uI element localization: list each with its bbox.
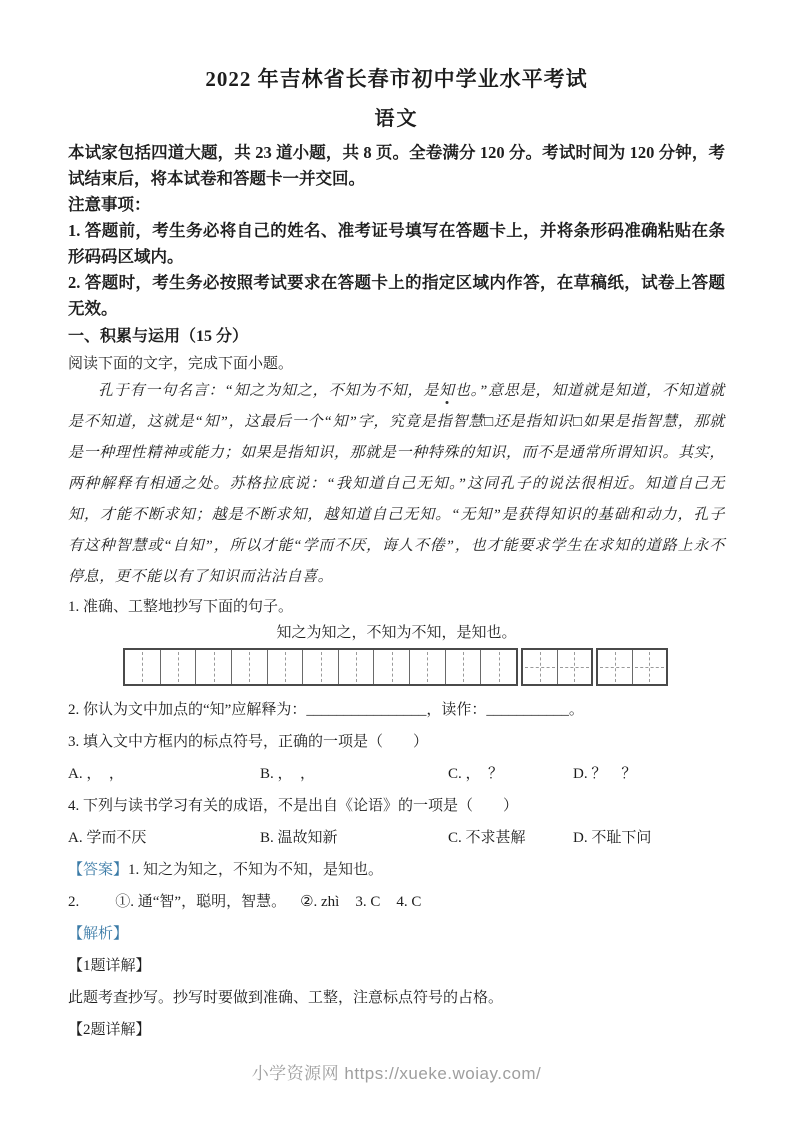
subject-title: 语文 bbox=[374, 108, 419, 130]
page-title: 2022 年吉林省长春市初中学业水平考试 bbox=[205, 67, 588, 91]
answer-3-result: 3. C bbox=[355, 894, 381, 910]
writing-grid-cross-block bbox=[596, 648, 668, 686]
question-3-options bbox=[68, 758, 725, 790]
section-1-heading: 一、积累与运用（15 分） bbox=[68, 328, 249, 345]
passage-lead: 阅读下面的文字，完成下面小题。 bbox=[68, 356, 294, 372]
grid-cell bbox=[195, 650, 231, 684]
grid-cell bbox=[557, 650, 592, 684]
question-3: 3. 填入文中方框内的标点符号，正确的一项是（ ） bbox=[68, 734, 429, 750]
grid-cell bbox=[267, 650, 303, 684]
answer-line-1 bbox=[68, 854, 725, 886]
question-2: 2. 你认为文中加点的“知”应解释为：________________，读作：___________。 bbox=[68, 702, 584, 718]
question-4-option-b: B. 温故知新 bbox=[260, 830, 338, 846]
notice-title: 注意事项： bbox=[68, 195, 151, 214]
answer-2-number: 2. bbox=[68, 894, 80, 910]
detail-1-text: 此题考查抄写。抄写时要做到准确、工整，注意标点符号的占格。 bbox=[68, 990, 504, 1006]
analysis-label: 【解析】 bbox=[68, 926, 129, 942]
answer-4-result: 4. C bbox=[396, 894, 422, 910]
writing-grid-plain-block bbox=[123, 648, 518, 686]
question-4-options bbox=[68, 822, 725, 854]
question-4-option-a: A. 学而不厌 bbox=[68, 830, 147, 846]
answer-2-part-2: ②. zhì bbox=[300, 894, 340, 910]
question-4: 4. 下列与读书学习有关的成语，不是出自《论语》的一项是（ ） bbox=[68, 798, 519, 814]
grid-cell bbox=[480, 650, 516, 684]
question-1: 1. 准确、工整地抄写下面的句子。 bbox=[68, 599, 294, 615]
reading-passage bbox=[68, 376, 725, 593]
answer-1-text: 1. 知之为知之，不知为不知，是知也。 bbox=[128, 862, 384, 878]
notice-item-2: 2. 答题时，考生务必按照考试要求在答题卡上的指定区域内作答，在草稿纸，试卷上答题无效。 bbox=[68, 273, 725, 318]
detail-1-title: 【1题详解】 bbox=[68, 958, 151, 974]
passage-text-after-emphasis: 也。”意思是，知道就是知道，不知道就是不知道，这就是“知”，这最后一个“知”字，究竟是指智慧□还是指知识□如果是指智慧，那就是一种理性精神或能力；如果是指知识，那就是一种特殊的知识，而不是通常所谓知识。其实，两种解释有相通之处。苏格拉底说：“我知道自己无知。”这同孔子的说法很相近。知道自己无知，才能不断求知；越是不断求知，越知道自己无知。“无知”是获得知识的基础和动力，孔子有这种智慧或“自知”，所以才能“学而不厌，诲人不倦”，也才能要求学生在求知的道路上永不停息，更不能以有了知识而沾沾自喜。 bbox=[68, 383, 725, 585]
question-4-option-d: D. 不耻下问 bbox=[573, 830, 652, 846]
emphasized-char: 知 bbox=[439, 383, 455, 399]
question-3-option-a: A. ， ， bbox=[68, 766, 124, 782]
writing-grid-cross-block bbox=[521, 648, 593, 686]
question-4-option-c: C. 不求甚解 bbox=[448, 830, 526, 846]
question-3-option-b: B. ， ， bbox=[260, 766, 316, 782]
notice-item-1: 1. 答题前，考生务必将自己的姓名、准考证号填写在答题卡上，并将条形码准确粘贴在条形码码区域内。 bbox=[68, 221, 725, 266]
grid-cell bbox=[523, 650, 557, 684]
copy-sentence: 知之为知之，不知为不知，是知也。 bbox=[276, 625, 517, 641]
question-3-option-d: D. ？ ？ bbox=[573, 766, 637, 782]
grid-cell bbox=[160, 650, 196, 684]
detail-2-title: 【2题详解】 bbox=[68, 1022, 151, 1038]
passage-text-before-emphasis: 孔于有一句名言：“知之为知之，不知为不知，是 bbox=[98, 383, 440, 399]
grid-cell bbox=[598, 650, 632, 684]
writing-grid bbox=[123, 648, 725, 686]
grid-cell bbox=[373, 650, 409, 684]
grid-cell bbox=[231, 650, 267, 684]
question-3-option-c: C. ， ？ bbox=[448, 766, 504, 782]
exam-info-paragraph: 本试家包括四道大题，共 23 道小题，共 8 页。全卷满分 120 分。考试时间为 120 分钟，考试结束后，将本试卷和答题卡一并交回。 bbox=[68, 143, 726, 188]
answer-2-part-1: ①. 通“智”，聪明，智慧。 bbox=[115, 894, 287, 910]
grid-cell bbox=[409, 650, 445, 684]
site-footer: 小学资源网 https://xueke.woiay.com/ bbox=[251, 1064, 542, 1083]
grid-cell bbox=[632, 650, 667, 684]
grid-cell bbox=[445, 650, 481, 684]
answer-label: 【答案】 bbox=[68, 862, 129, 878]
answer-line-2 bbox=[68, 886, 725, 918]
grid-cell bbox=[302, 650, 338, 684]
grid-cell bbox=[125, 650, 160, 684]
grid-cell bbox=[338, 650, 374, 684]
